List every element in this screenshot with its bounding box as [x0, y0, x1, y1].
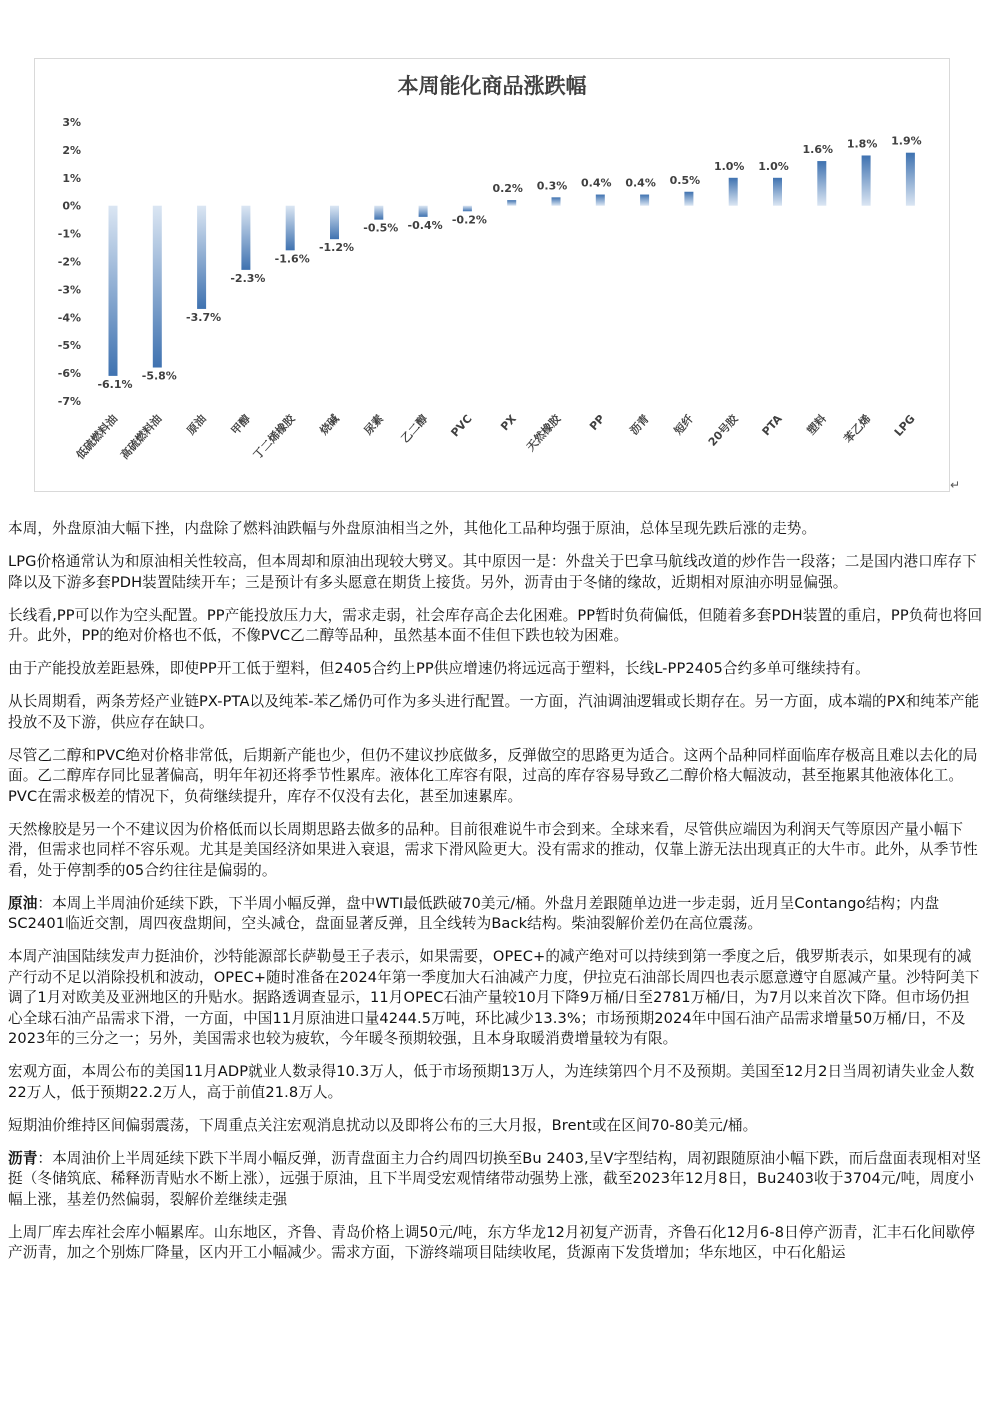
data-label: 0.4% [581, 176, 612, 190]
data-label: -0.5% [363, 221, 399, 235]
y-tick-label: 1% [62, 171, 81, 185]
paragraph [8, 1116, 984, 1137]
bar-2 [197, 206, 206, 309]
paragraph [8, 746, 984, 808]
paragraph-text: 由于产能投放差距悬殊，即使PP开工低于塑料，但2405合约上PP供应增速仍将远远高于塑料，长线L-PP2405合约多单可继续持有。 [8, 660, 870, 677]
chart-container [34, 58, 950, 492]
bar-12 [640, 195, 649, 206]
data-label: -1.2% [318, 241, 355, 255]
bar-8 [463, 206, 472, 212]
paragraph-text: ：本周油价上半周延续下跌下半周小幅反弹，沥青盘面主力合约周四切换至Bu 2403,呈V字型结构，周初跟随原油小幅下跌，而后盘面表现相对坚挺（冬储筑底、稀释沥青贴水不断上涨），远强于原油，且下半周受宏观情绪带动强势上涨，截至2023年12月8日，Bu2403收于3704元/吨，周度小幅上涨，基差仍然偏弱，裂解价差继续走强 [8, 1149, 981, 1208]
bar-17 [862, 155, 871, 205]
data-label: -3.7% [186, 310, 222, 324]
bar-18 [906, 153, 915, 206]
x-category-label: 尿素 [361, 412, 387, 438]
price-change-bar-chart [35, 59, 949, 491]
data-label: 1.0% [713, 159, 745, 173]
paragraph-lead: 沥青 [8, 1149, 38, 1167]
y-tick-label: -5% [57, 339, 81, 353]
bar-0 [109, 206, 118, 376]
bar-3 [241, 206, 250, 270]
x-category-label: PX [498, 412, 519, 434]
y-tick-label: -1% [57, 227, 81, 241]
bar-10 [552, 197, 561, 205]
data-label: 0.2% [492, 182, 523, 196]
data-label: 0.3% [536, 179, 568, 193]
y-tick-label: 0% [62, 199, 81, 213]
data-label: -1.6% [274, 252, 310, 266]
data-label: -5.8% [141, 369, 177, 383]
bar-13 [684, 192, 693, 206]
bar-4 [286, 206, 295, 251]
x-category-label: 甲醇 [228, 412, 254, 438]
y-tick-label: -2% [57, 255, 81, 269]
x-category-label: 原油 [184, 412, 209, 438]
data-label: 0.5% [669, 173, 701, 187]
y-tick-label: 3% [62, 116, 81, 129]
bar-5 [330, 206, 339, 239]
paragraph [8, 1223, 984, 1264]
paragraph-text: 从长周期看，两条芳烃产业链PX-PTA以及纯苯-苯乙烯仍可作为多头进行配置。一方面，汽油调油逻辑或长期存在。另一方面，成本端的PX和纯苯产能投放不及下游，供应存在缺口。 [8, 693, 980, 731]
paragraph [8, 894, 984, 935]
bar-15 [773, 178, 782, 206]
paragraph-text: 尽管乙二醇和PVC绝对价格非常低，后期新产能也少，但仍不建议抄底做多，反弹做空的思路更为适合。这两个品种同样面临库存极高且难以去化的局面。乙二醇库存同比显著偏高，明年年初还将季节性累库。液体化工库容有限，过高的库存容易导致乙二醇价格大幅波动，甚至拖累其他液体化工。PVC在需求极差的情况下，负荷继续提升，库存不仅没有去化，甚至加速累库。 [8, 746, 978, 805]
paragraph-return-mark: ↵ [950, 478, 961, 492]
paragraph-text: 上周厂库去库社会库小幅累库。山东地区，齐鲁、青岛价格上调50元/吨，东方华龙12月初复产沥青，齐鲁石化12月6-8日停产沥青，汇丰石化间歇停产沥青，加之个别炼厂降量，区内开工小幅减少。需求方面，下游终端项目陆续收尾，货源南下发货增加；华东地区，中石化船运 [8, 1223, 976, 1261]
chart-title: 本周能化商品涨跌幅 [397, 74, 587, 98]
data-label: -0.4% [407, 218, 443, 232]
paragraph [8, 692, 984, 733]
data-label: -0.2% [451, 213, 487, 227]
paragraph [8, 659, 984, 680]
bar-14 [729, 178, 738, 206]
x-category-label: LPG [891, 412, 918, 439]
bar-16 [817, 161, 826, 206]
x-category-label: 苯乙烯 [841, 412, 874, 446]
paragraph-lead: 原油 [8, 894, 38, 912]
paragraph [8, 820, 984, 882]
paragraph [8, 519, 984, 540]
paragraph [8, 947, 984, 1050]
paragraph [8, 552, 984, 593]
bar-7 [419, 206, 428, 217]
x-category-label: 天然橡胶 [524, 412, 564, 454]
x-category-label: PP [587, 412, 608, 433]
paragraph-text: 本周，外盘原油大幅下挫，内盘除了燃料油跌幅与外盘原油相当之外，其他化工品种均强于原油，总体呈现先跌后涨的走势。 [8, 520, 817, 537]
paragraph-text: 短期油价维持区间偏弱震荡，下周重点关注宏观消息扰动以及即将公布的三大月报，Brent或在区间70-80美元/桶。 [8, 1116, 758, 1134]
x-category-label: 低硫燃料油 [73, 412, 121, 462]
paragraph [8, 1149, 984, 1211]
article-body [8, 519, 984, 1276]
x-category-label: PTA [759, 412, 785, 439]
data-label: 1.8% [846, 137, 878, 151]
paragraph-text: 本周产油国陆续发声力挺油价，沙特能源部长萨勒曼王子表示，如果需要，OPEC+的减产绝对可以持续到第一季度之后，俄罗斯表示，如果现有的减产行动不足以消除投机和波动，OPEC+随时准备在2024年第一季度加大石油减产力度，伊拉克石油部长周四也表示愿意遵守自愿减产量。沙特阿美下调了1月对欧美及亚洲地区的升贴水。据路透调查显示，11月OPEC石油产量较10月下降9万桶/日至2781万桶/日，为7月以来首次下降。但市场仍担心全球石油产品需求下滑，一方面，中国11月原油进口量4244.5万吨，环比减少13.3%；市场预期2024年中国石油产品需求增量50万桶/日，不及2023年的三分之一；另外，美国需求也较为疲软，今年暖冬预期较强，且本身取暖消费增量较为有限。 [8, 948, 980, 1047]
x-category-label: 短纤 [671, 412, 697, 438]
paragraph-text: ：本周上半周油价延续下跌，下半周小幅反弹，盘中WTI最低跌破70美元/桶。外盘月差跟随单边进一步走弱，近月呈Contango结构；内盘SC2401临近交割，周四夜盘期间，空头减仓，盘面显著反弹，且全线转为Back结构。柴油裂解价差仍在高位震荡。 [8, 894, 940, 932]
y-tick-label: -3% [57, 283, 81, 297]
bar-11 [596, 195, 605, 206]
x-category-label: 沥青 [627, 412, 652, 438]
x-category-label: 塑料 [804, 412, 830, 438]
bar-9 [507, 200, 516, 206]
x-category-label: 高硫燃料油 [118, 412, 165, 462]
data-label: -6.1% [97, 377, 133, 391]
bar-1 [153, 206, 162, 368]
data-label: -2.3% [230, 271, 266, 285]
y-tick-label: 2% [62, 143, 81, 157]
data-label: 1.9% [891, 134, 922, 148]
paragraph-text: LPG价格通常认为和原油相关性较高，但本周却和原油出现较大劈叉。其中原因一是：外盘关于巴拿马航线改道的炒作告一段落；二是国内港口库存下降以及下游多套PDH装置陆续开车；三是预计有多头愿意在期货上接货。另外，沥青由于冬储的缘故，近期相对原油亦明显偏强。 [8, 553, 977, 591]
data-label: 1.6% [802, 143, 834, 157]
paragraph-text: 宏观方面，本周公布的美国11月ADP就业人数录得10.3万人，低于市场预期13万人，为连续第四个月不及预期。美国至12月2日当周初请失业金人数22万人，低于预期22.2万人，高于前值21.8万人。 [8, 1063, 975, 1101]
paragraph [8, 606, 984, 647]
y-tick-label: -6% [57, 367, 81, 381]
x-category-label: 烧碱 [317, 412, 342, 438]
y-tick-label: -4% [57, 311, 81, 325]
x-category-label: 丁二烯橡胶 [250, 412, 298, 462]
paragraph [8, 1062, 984, 1103]
data-label: 1.0% [758, 159, 789, 173]
x-category-label: 乙二醇 [398, 412, 431, 446]
bar-6 [374, 206, 383, 220]
paragraph-text: 长线看,PP可以作为空头配置。PP产能投放压力大，需求走弱，社会库存高企去化困难。PP暂时负荷偏低，但随着多套PDH装置的重启，PP负荷也将回升。此外，PP的绝对价格也不低，不像PVC乙二醇等品种，虽然基本面不佳但下跌也较为困难。 [8, 606, 983, 644]
data-label: 0.4% [625, 176, 656, 190]
y-tick-label: -7% [57, 395, 81, 408]
x-category-label: 20号胶 [705, 412, 741, 449]
x-category-label: PVC [448, 412, 475, 440]
paragraph-text: 天然橡胶是另一个不建议因为价格低而以长周期思路去做多的品种。目前很难说牛市会到来。全球来看，尽管供应端因为利润天气等原因产量小幅下滑，但需求也同样不容乐观。尤其是美国经济如果进入衰退，需求下滑风险更大。没有需求的推动，仅靠上游无法出现真正的大牛市。此外，从季节性看，处于停割季的05合约往往是偏弱的。 [8, 820, 978, 879]
